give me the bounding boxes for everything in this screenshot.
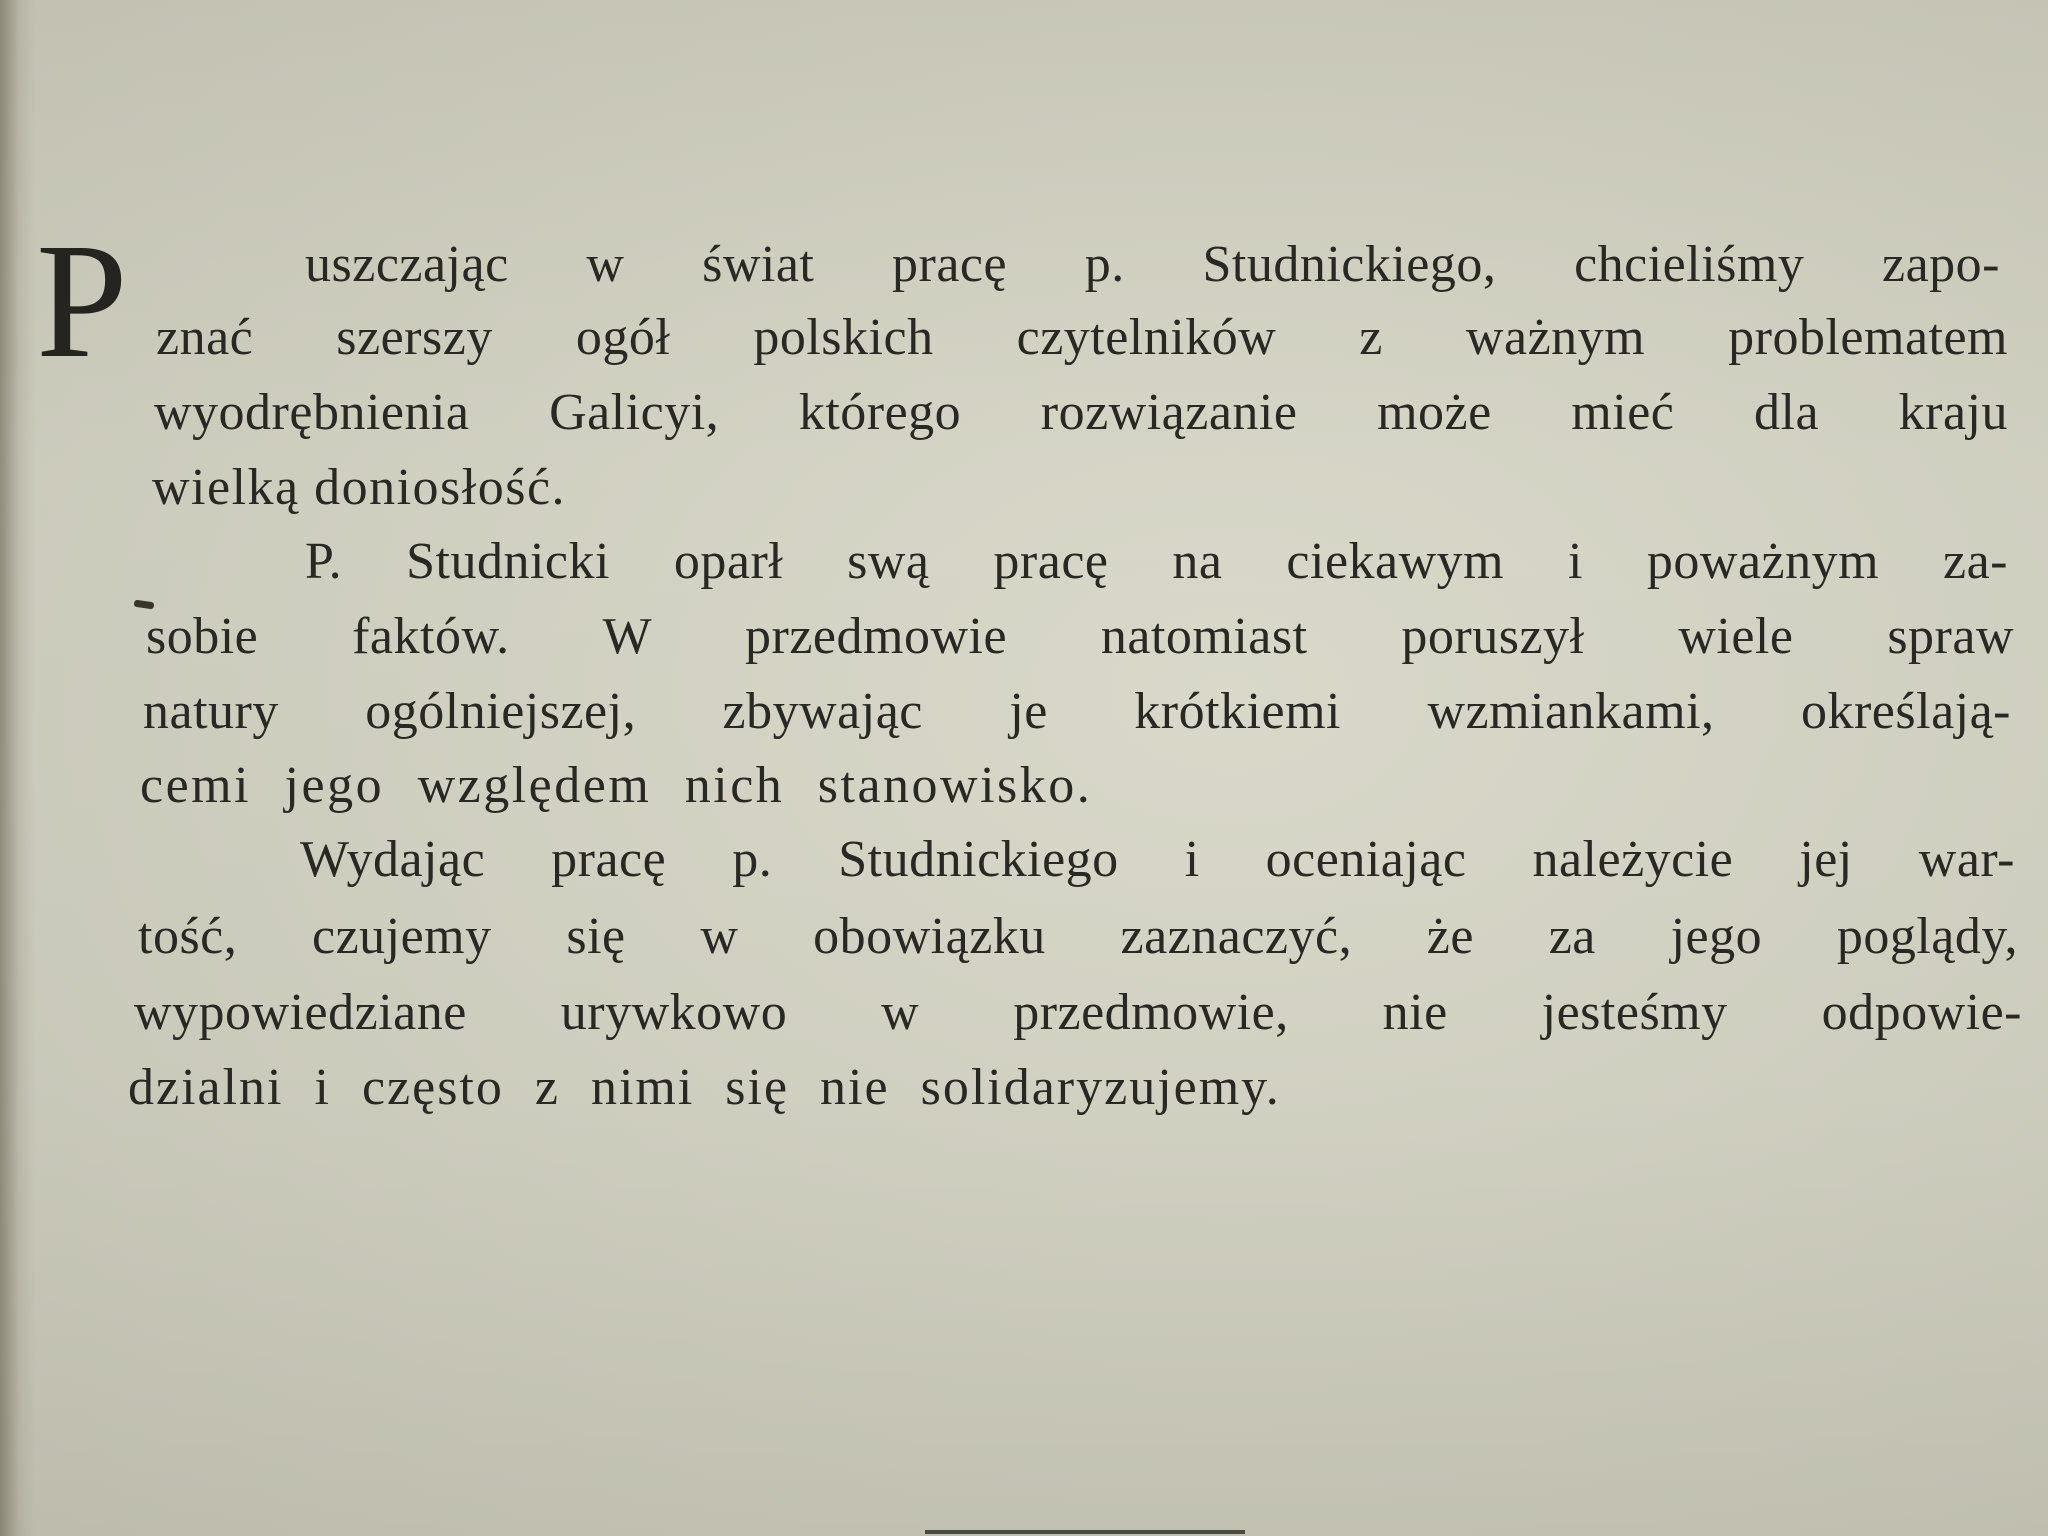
text-line: tość, czujemy się w obowiązku zaznaczyć, że za jego poglądy,	[138, 908, 2018, 965]
text-line: sobie faktów. W przedmowie natomiast poruszył wiele spraw	[146, 608, 2014, 665]
text-line: Wydając pracę p. Studnickiego i oceniając należycie jej war-	[300, 831, 2015, 888]
drop-cap: P	[36, 209, 128, 392]
text-line: uszczając w świat pracę p. Studnickiego, chcieliśmy zapo-	[305, 236, 2000, 293]
bottom-rule	[925, 1530, 1245, 1534]
text-line: wielką doniosłość.	[152, 459, 567, 516]
text-line: znać szerszy ogół polskich czytelników z ważnym problematem	[156, 309, 2008, 366]
text-line: P. Studnicki oparł swą pracę na ciekawym i poważnym za-	[305, 533, 2008, 590]
text-line: wyodrębnienia Galicyi, którego rozwiązanie może mieć dla kraju	[154, 384, 2008, 441]
text-line: natury ogólniejszej, zbywając je krótkiemi wzmiankami, określają-	[143, 683, 2011, 740]
text-line: cemi jego względem nich stanowisko.	[140, 757, 1093, 814]
text-line: dzialni i często z nimi się nie solidaryzujemy.	[128, 1059, 1281, 1116]
text-line: wypowiedziane urywkowo w przedmowie, nie jesteśmy odpowie-	[134, 984, 2022, 1041]
